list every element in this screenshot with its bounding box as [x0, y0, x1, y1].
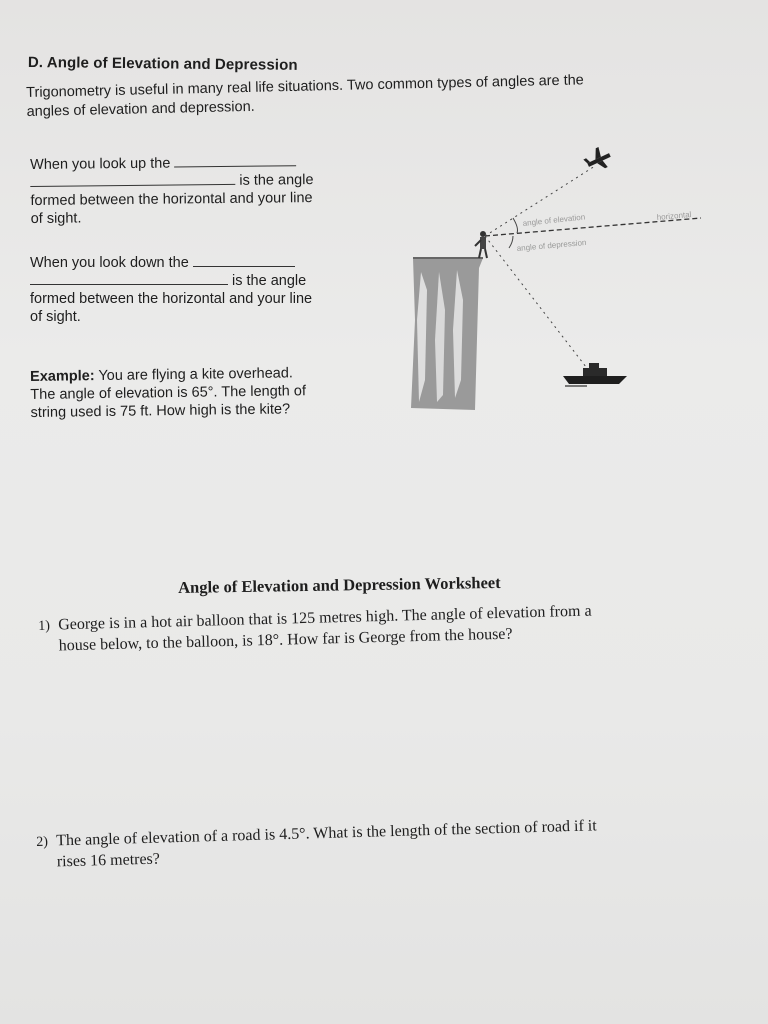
depression-arc [509, 236, 513, 248]
example-label: Example: [30, 368, 95, 385]
cliff-icon [411, 258, 483, 410]
airplane-icon [581, 144, 614, 175]
look-down-line-4: of sight. [30, 309, 81, 325]
question-1 [38, 598, 729, 657]
section-heading: D. Angle of Elevation and Depression [27, 54, 298, 74]
question-2 [36, 812, 747, 873]
look-down-mid: is the angle [232, 273, 307, 289]
look-up-lead: When you look up the [30, 155, 171, 173]
look-up-mid: is the angle [239, 172, 314, 189]
example-line-1: You are flying a kite overhead. [98, 365, 294, 385]
question-number: 2) [36, 834, 49, 850]
elevation-arc [513, 218, 518, 233]
look-down-blank-2 [30, 284, 228, 285]
question-1-line-2: house below, to the balloon, is 18°. How far is George from the house? [58, 625, 513, 655]
horizontal-label: horizontal [656, 210, 692, 222]
look-up-blank-1 [174, 165, 296, 167]
example-paragraph [30, 363, 391, 422]
example-line-2: The angle of elevation is 65°. The length of [30, 383, 307, 403]
look-up-line-3: formed between the horizontal and your line [30, 190, 313, 209]
example-line-3: string used is 75 ft. How high is the kite? [30, 401, 291, 421]
intro-line-1: Trigonometry is useful in many real life situations. Two common types of angles are the [26, 72, 584, 101]
person-icon [475, 231, 487, 258]
elevation-depression-diagram [405, 140, 705, 440]
question-2-line-2: rises 16 metres? [56, 850, 161, 871]
elevation-label: angle of elevation [522, 212, 586, 228]
look-down-lead: When you look down the [30, 255, 189, 271]
intro-paragraph [26, 69, 707, 122]
depression-label: angle of depression [516, 237, 587, 253]
worksheet-title: Angle of Elevation and Depression Worksheet [178, 572, 501, 597]
question-2-line-1: The angle of elevation of a road is 4.5°. What is the length of the section of road if it [56, 817, 597, 850]
sight-line-down [485, 236, 593, 376]
intro-line-2: angles of elevation and depression. [26, 98, 255, 120]
look-down-paragraph [30, 254, 390, 326]
look-down-line-3: formed between the horizontal and your line [30, 291, 313, 307]
question-1-line-1: George is in a hot air balloon that is 125 metres high. The angle of elevation from a [58, 602, 592, 634]
boat-icon [563, 363, 627, 386]
look-up-paragraph [30, 152, 391, 228]
look-down-blank-1 [193, 266, 295, 267]
look-up-blank-2 [30, 184, 235, 187]
question-number: 1) [38, 618, 51, 634]
look-up-line-4: of sight. [30, 210, 82, 227]
